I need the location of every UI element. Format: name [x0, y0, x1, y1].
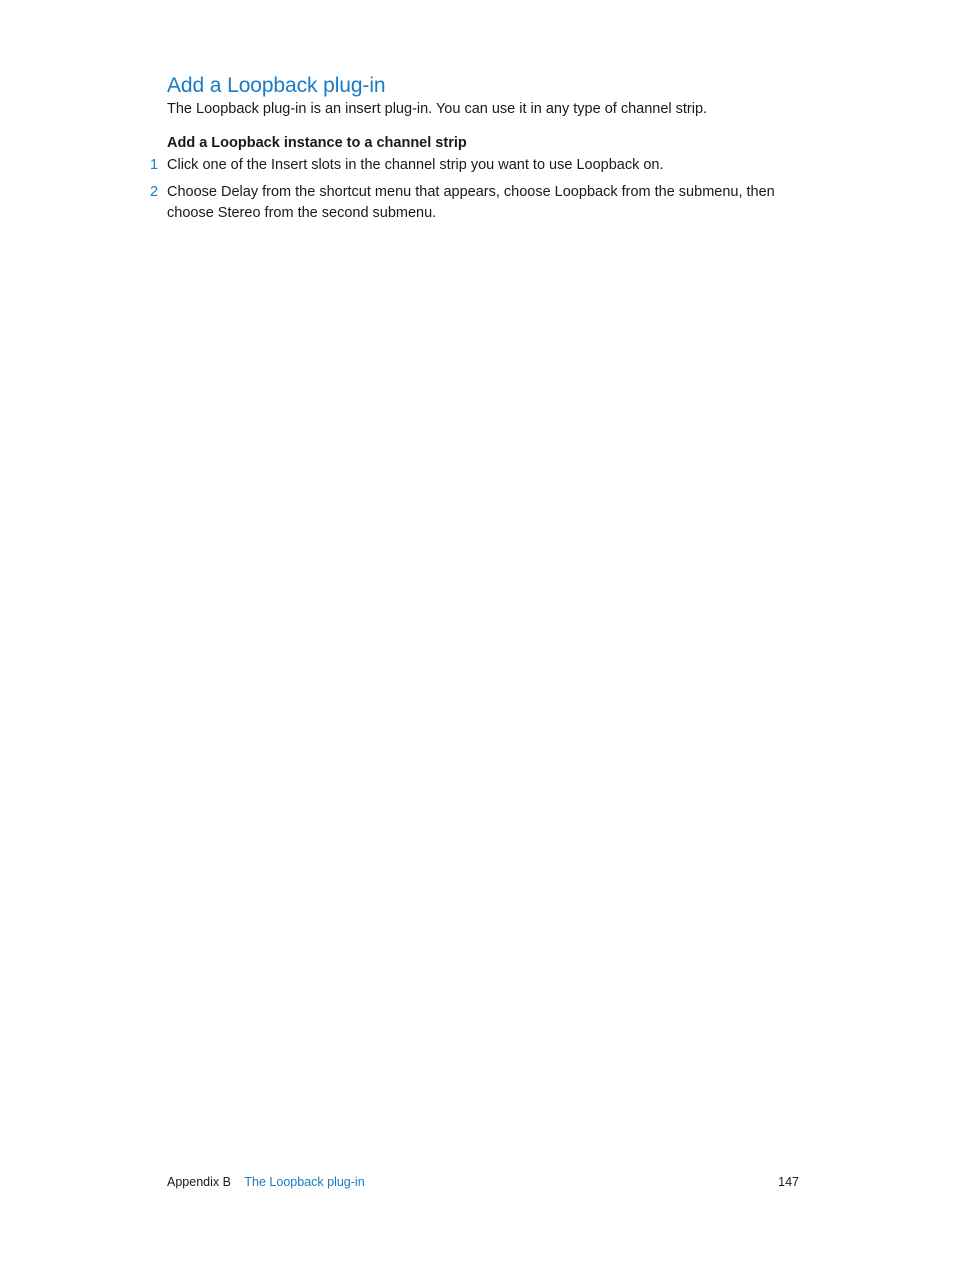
- intro-paragraph: The Loopback plug-in is an insert plug-in. You can use it in any type of channel strip.: [167, 101, 708, 117]
- step-text: Choose Delay from the shortcut menu that appears, choose Loopback from the submenu, then choose Stereo from the second submenu.: [167, 184, 775, 221]
- step-item: [140, 182, 800, 224]
- step-item: [140, 155, 800, 176]
- footer-chapter-title-link[interactable]: The Loopback plug-in: [244, 1175, 365, 1189]
- step-list: [140, 155, 800, 230]
- step-number: 2: [150, 184, 159, 200]
- step-number: 1: [150, 157, 159, 173]
- task-heading: Add a Loopback instance to a channel strip: [167, 135, 467, 151]
- footer-chapter: Appendix B: [167, 1175, 231, 1189]
- page-number: 147: [778, 1175, 799, 1189]
- step-text: Click one of the Insert slots in the channel strip you want to use Loopback on.: [167, 157, 664, 173]
- section-title: Add a Loopback plug-in: [167, 74, 386, 97]
- page-footer: [167, 1173, 799, 1191]
